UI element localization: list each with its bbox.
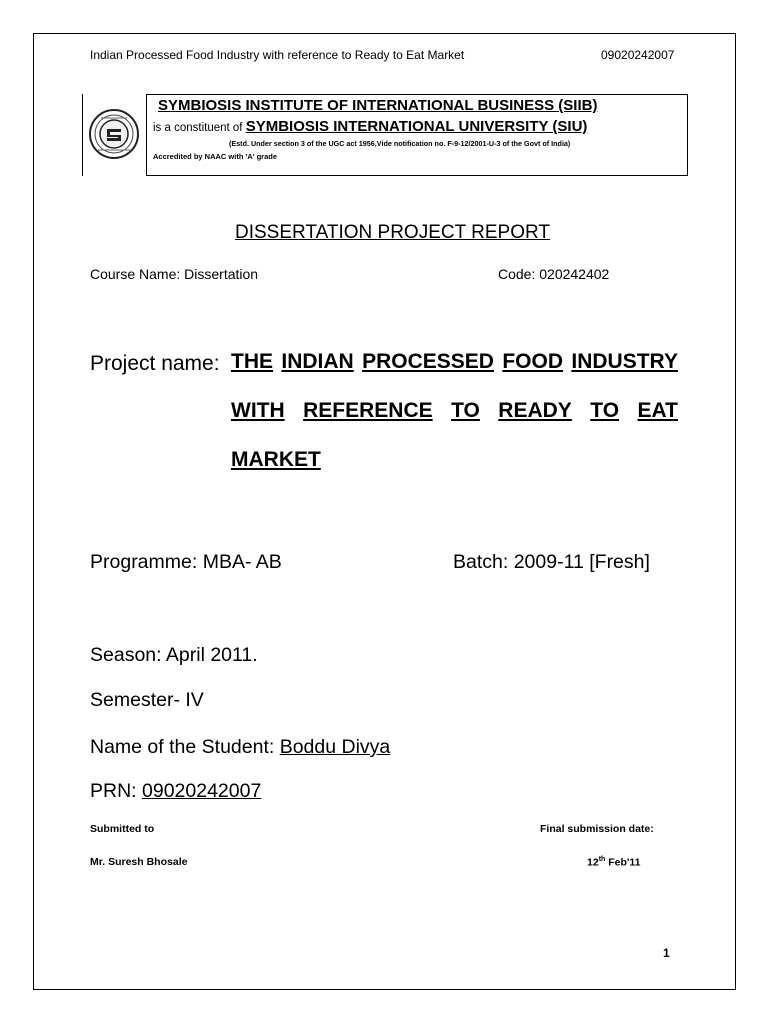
project-title-word: PROCESSED	[362, 350, 494, 373]
course-code	[498, 266, 609, 282]
submitted-to-label: Submitted to	[90, 823, 155, 835]
programme: Programme: MBA- AB	[90, 551, 282, 573]
project-title-line-2	[231, 399, 678, 423]
project-title-line-1	[231, 350, 678, 374]
running-header-prn: 09020242007	[601, 48, 675, 62]
course-name: Course Name: Dissertation	[90, 266, 259, 282]
project-title-word: FOOD	[502, 350, 564, 373]
project-title-word: WITH	[231, 399, 285, 422]
establishment-note: (Estd. Under section 3 of the UGC act 1956,Vide notification no. F-9-12/2001-U-3 of the Govt of India)	[229, 139, 571, 148]
page-border	[33, 33, 736, 990]
batch: Batch: 2009-11 [Fresh]	[453, 551, 650, 573]
student-name-label: Name of the Student:	[90, 736, 275, 758]
final-submission-date-label: Final submission date:	[540, 823, 654, 835]
date-rest: Feb'11	[605, 856, 641, 869]
code-value: 020242402	[539, 266, 610, 282]
project-title-word: READY	[498, 399, 572, 422]
prn-value: 09020242007	[142, 780, 262, 802]
prn-label: PRN:	[90, 780, 137, 802]
code-label: Code:	[498, 266, 536, 282]
project-title-word: INDUSTRY	[571, 350, 678, 373]
season: Season: April 2011.	[90, 644, 258, 666]
project-title-word: EAT	[637, 399, 678, 422]
student-name-line	[90, 736, 390, 759]
accreditation-note: Accredited by NAAC with 'A' grade	[153, 152, 278, 161]
prn-line	[90, 780, 261, 803]
running-header-title: Indian Processed Food Industry with reference to Ready to Eat Market	[90, 48, 465, 62]
date-suffix: th	[598, 856, 606, 863]
project-title-word: TO	[590, 399, 620, 422]
semester: Semester- IV	[90, 689, 204, 711]
constituent-text: is a constituent of	[153, 122, 243, 134]
project-title-line-3	[231, 448, 321, 472]
project-title-word: THE	[231, 350, 273, 373]
project-title-word: TO	[451, 399, 480, 422]
project-name-label: Project name:	[90, 352, 220, 375]
institute-name: SYMBIOSIS INSTITUTE OF INTERNATIONAL BUSINESS (SIIB)	[158, 97, 598, 114]
final-submission-date	[587, 856, 640, 869]
symbiosis-seal-icon	[88, 108, 140, 160]
university-line	[153, 118, 587, 135]
project-title-word: REFERENCE	[303, 399, 433, 422]
student-name: Boddu Divya	[279, 736, 391, 758]
report-title: DISSERTATION PROJECT REPORT	[235, 222, 550, 243]
university-name: SYMBIOSIS INTERNATIONAL UNIVERSITY (SIU)	[245, 118, 588, 135]
page-number: 1	[663, 946, 670, 960]
institute-divider	[82, 94, 83, 176]
date-day: 12	[587, 856, 599, 869]
project-title-word: INDIAN	[281, 350, 354, 373]
guide-name: Mr. Suresh Bhosale	[90, 856, 188, 868]
project-title-word: MARKET	[231, 448, 321, 471]
